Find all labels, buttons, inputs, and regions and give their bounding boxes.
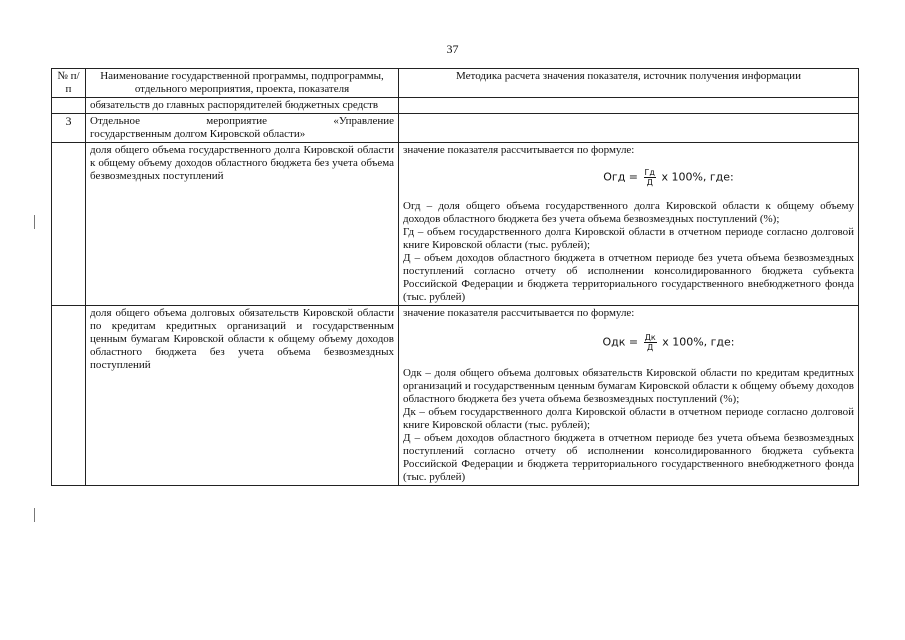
table-row (52, 143, 859, 306)
header-num: № п/п (52, 69, 86, 98)
page-number: 37 (446, 42, 459, 56)
indicator-name: доля общего объема долговых обязательств Кировской области по кредитам кредитных организаций и государственным ценным бумагам Кировской области к общему объему доходов областного бюджета без учета объема безвозмездных поступлений (86, 306, 399, 486)
table-row (52, 306, 859, 486)
table-row (52, 98, 859, 114)
table-header-row (52, 69, 859, 98)
section-number: 3 (52, 114, 86, 143)
methodology-table (51, 68, 859, 486)
header-method: Методика расчета значения показателя, источник получения информации (399, 69, 859, 98)
section-name: Отдельное мероприятие «Управление государственным долгом Кировской области» (86, 114, 399, 143)
header-name: Наименование государственной программы, подпрограммы, отдельного мероприятия, проекта, показателя (86, 69, 399, 98)
table-row (52, 114, 859, 143)
formula: Огд = $\frac{Гд}{Д}$ x 100%, где: (603, 168, 734, 187)
row-continuation-name: обязательств до главных распорядителей бюджетных средств (86, 98, 399, 114)
indicator-method: значение показателя рассчитывается по формуле: Огд = $\frac{Гд}{Д}$ x 100%, где: Огд – доля общего объема государственного долга Кировской области к общему объему доходов областного бюджета без учета объема безвозмездных поступлений (%); Гд – объем государственного долга Кировской области в отчетном периоде согласно долговой книге Кировской области (тыс. рублей); Д – объем доходов областного бюджета в отчетном периоде без учета объема безвозмездных поступлений согласно отчету об исполнении консолидированного бюджета субъекта Российской Федерации и бюджета территориального государственного внебюджетного фонда (тыс. рублей) (399, 143, 859, 306)
margin-mark (34, 215, 35, 229)
margin-mark (34, 508, 35, 522)
formula: Одк = $\frac{Дк}{Д}$ x 100%, где: (602, 333, 735, 352)
indicator-name: доля общего объема государственного долга Кировской области к общему объему доходов областного бюджета без учета объема безвозмездных поступлений (86, 143, 399, 306)
indicator-method: значение показателя рассчитывается по формуле: Одк = $\frac{Дк}{Д}$ x 100%, где: Одк – доля общего объема долговых обязательств Кировской области по кредитам кредитных организаций и государственным ценным бумагам Кировской области к общему объему доходов областного бюджета без учета объема безвозмездных поступлений (%); Дк – объем государственного долга Кировской области в отчетном периоде согласно долговой книге Кировской области (тыс. рублей); Д – объем доходов областного бюджета в отчетном периоде без учета объема безвозмездных поступлений согласно отчету об исполнении консолидированного бюджета субъекта Российской Федерации и бюджета территориального государственного внебюджетного фонда (тыс. рублей) (399, 306, 859, 486)
